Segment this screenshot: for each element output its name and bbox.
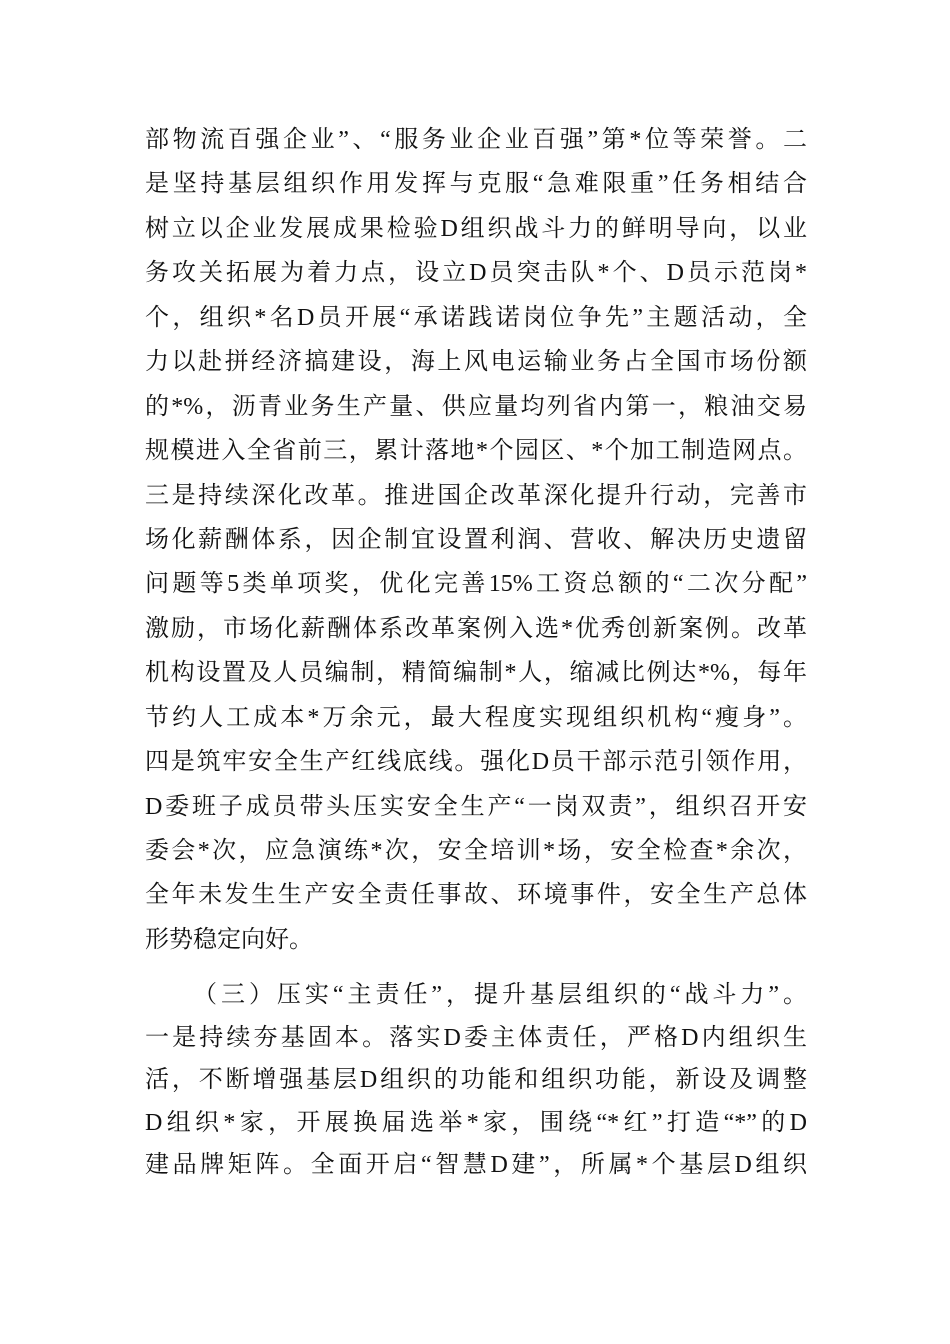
text-line: 节约人工成本*万余元，最大程度实现组织机构“瘦身”。 [145,704,807,731]
text-line: 建品牌矩阵。全面开启“智慧D建”，所属*个基层D组织 [145,1152,807,1179]
text-line: 形势稳定向好。 [145,926,313,953]
paragraph-achievements [145,118,807,962]
text-line: 激励，市场化薪酬体系改革案例入选*优秀创新案例。改革 [145,615,807,642]
text-line: 四是筑牢安全生产红线底线。强化D员干部示范引领作用， [145,749,807,776]
text-line: D组织*家，开展换届选举*家，围绕“*红”打造“*”的D [145,1109,807,1136]
text-line: 一是持续夯基固本。落实D委主体责任，严格D内组织生 [145,1024,807,1051]
text-line: 问题等5类单项奖，优化完善15%工资总额的“二次分配” [145,571,807,598]
document-page [145,118,807,1187]
text-line: D委班子成员带头压实安全生产“一岗双责”，组织召开安 [145,793,807,820]
text-line: 全年未发生生产安全责任事故、环境事件，安全生产总体 [145,882,807,909]
text-line: 部物流百强企业”、“服务业企业百强”第*位等荣誉。二 [145,127,807,153]
text-line: 三是持续深化改革。推进国企改革深化提升行动，完善市 [145,482,807,509]
section-heading: （三）压实“主责任”，提升基层组织的“战斗力”。 [193,982,807,1009]
text-line: 树立以企业发展成果检验D组织战斗力的鲜明导向，以业 [145,215,807,242]
text-line: 场化薪酬体系，因企制宜设置利润、营收、解决历史遗留 [145,526,807,553]
text-line: 务攻关拓展为着力点，设立D员突击队*个、D员示范岗* [145,260,807,287]
text-line: 是坚持基层组织作用发挥与克服“急难限重”任务相结合 [145,171,807,198]
text-line: 规模进入全省前三，累计落地*个园区、*个加工制造网点。 [145,438,807,465]
text-line: 力以赴拼经济搞建设，海上风电运输业务占全国市场份额 [145,349,807,376]
text-line: 委会*次，应急演练*次，安全培训*场，安全检查*余次， [145,838,807,864]
text-line: 的*%，沥青业务生产量、供应量均列省内第一，粮油交易 [145,393,807,420]
text-line: 机构设置及人员编制，精简编制*人，缩减比例达*%，每年 [145,660,807,687]
text-line: 活，不断增强基层D组织的功能和组织功能，新设及调整 [145,1067,807,1094]
paragraph-section-three [145,974,807,1187]
text-line: 个，组织*名D员开展“承诺践诺岗位争先”主题活动，全 [145,304,807,331]
